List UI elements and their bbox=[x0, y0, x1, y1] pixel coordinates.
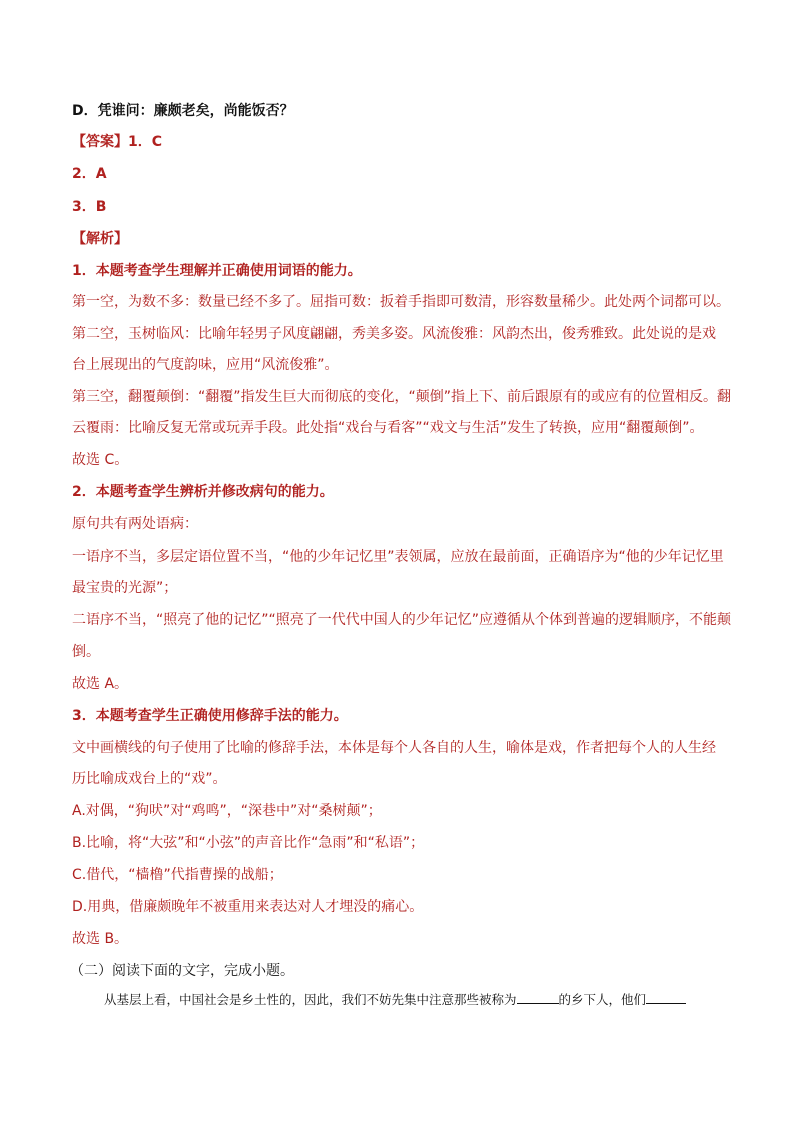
reading-passage bbox=[104, 990, 686, 1010]
option-analysis-b: B.比喻，将“大弦”和“小弦”的声音比作“急雨”和“私语”； bbox=[72, 835, 425, 851]
choice-line: 故选 C。 bbox=[72, 452, 129, 468]
analysis-text: 第三空，翻覆颠倒：“翻覆”指发生巨大而彻底的变化，“颠倒”指上下、前后跟原有的或应有的位置相反。翻 bbox=[72, 389, 732, 405]
analysis-heading: 【解析】 bbox=[72, 231, 128, 247]
choice-line: 故选 B。 bbox=[72, 931, 129, 947]
answer-line-3: 3．B bbox=[72, 199, 107, 215]
analysis-text: 文中画横线的句子使用了比喻的修辞手法，本体是每个人各自的人生，喻体是戏，作者把每个人的人生经 bbox=[72, 740, 716, 756]
choice-line: 故选 A。 bbox=[72, 676, 129, 692]
passage-text: 的乡下人，他们 bbox=[558, 992, 647, 1007]
answer-line-1: 【答案】1．C bbox=[72, 134, 163, 150]
analysis-text: 第二空，玉树临风：比喻年轻男子风度翩翩，秀美多姿。风流俊雅：风韵杰出，俊秀雅致。此处说的是戏 bbox=[72, 326, 716, 342]
analysis-text: 二语序不当，“照亮了他的记忆”“照亮了一代代中国人的少年记忆”应遵循从个体到普遍的逻辑顺序，不能颠 bbox=[72, 612, 732, 628]
analysis-text: 最宝贵的光源”； bbox=[72, 580, 178, 596]
analysis-text: 第一空，为数不多：数量已经不多了。屈指可数：扳着手指即可数清，形容数量稀少。此处两个词都可以。 bbox=[72, 294, 730, 310]
analysis-text: 原句共有两处语病： bbox=[72, 516, 198, 532]
section-heading: （二）阅读下面的文字，完成小题。 bbox=[70, 963, 294, 979]
analysis-text: 历比喻成戏台上的“戏”。 bbox=[72, 771, 227, 787]
option-analysis-c: C.借代，“樯橹”代指曹操的战船； bbox=[72, 867, 283, 883]
passage-text: 从基层上看，中国社会是乡土性的，因此，我们不妨先集中注意那些被称为 bbox=[104, 992, 517, 1007]
fill-blank bbox=[646, 991, 686, 1004]
option-analysis-a: A.对偶，“狗吠”对“鸡鸣”，“深巷中”对“桑树颠”； bbox=[72, 803, 382, 819]
analysis-text: 一语序不当，多层定语位置不当，“他的少年记忆里”表领属，应放在最前面，正确语序为“他的少年记忆里 bbox=[72, 549, 724, 565]
answer-line-2: 2．A bbox=[72, 166, 107, 182]
option-d-line: D．凭谁问：廉颇老矣，尚能饭否？ bbox=[72, 103, 294, 119]
option-analysis-d: D.用典，借廉颇晚年不被重用来表达对人才埋没的痛心。 bbox=[72, 899, 424, 915]
analysis-1-heading: 1．本题考查学生理解并正确使用词语的能力。 bbox=[72, 263, 362, 279]
analysis-2-heading: 2．本题考查学生辨析并修改病句的能力。 bbox=[72, 484, 334, 500]
analysis-text: 云覆雨：比喻反复无常或玩弄手段。此处指“戏台与看客”“戏文与生活”发生了转换，应用“翻覆颠倒”。 bbox=[72, 420, 704, 436]
analysis-text: 倒。 bbox=[72, 644, 100, 660]
analysis-text: 台上展现出的气度韵味，应用“风流俊雅”。 bbox=[72, 357, 339, 373]
fill-blank bbox=[517, 991, 559, 1004]
analysis-3-heading: 3．本题考查学生正确使用修辞手法的能力。 bbox=[72, 708, 348, 724]
